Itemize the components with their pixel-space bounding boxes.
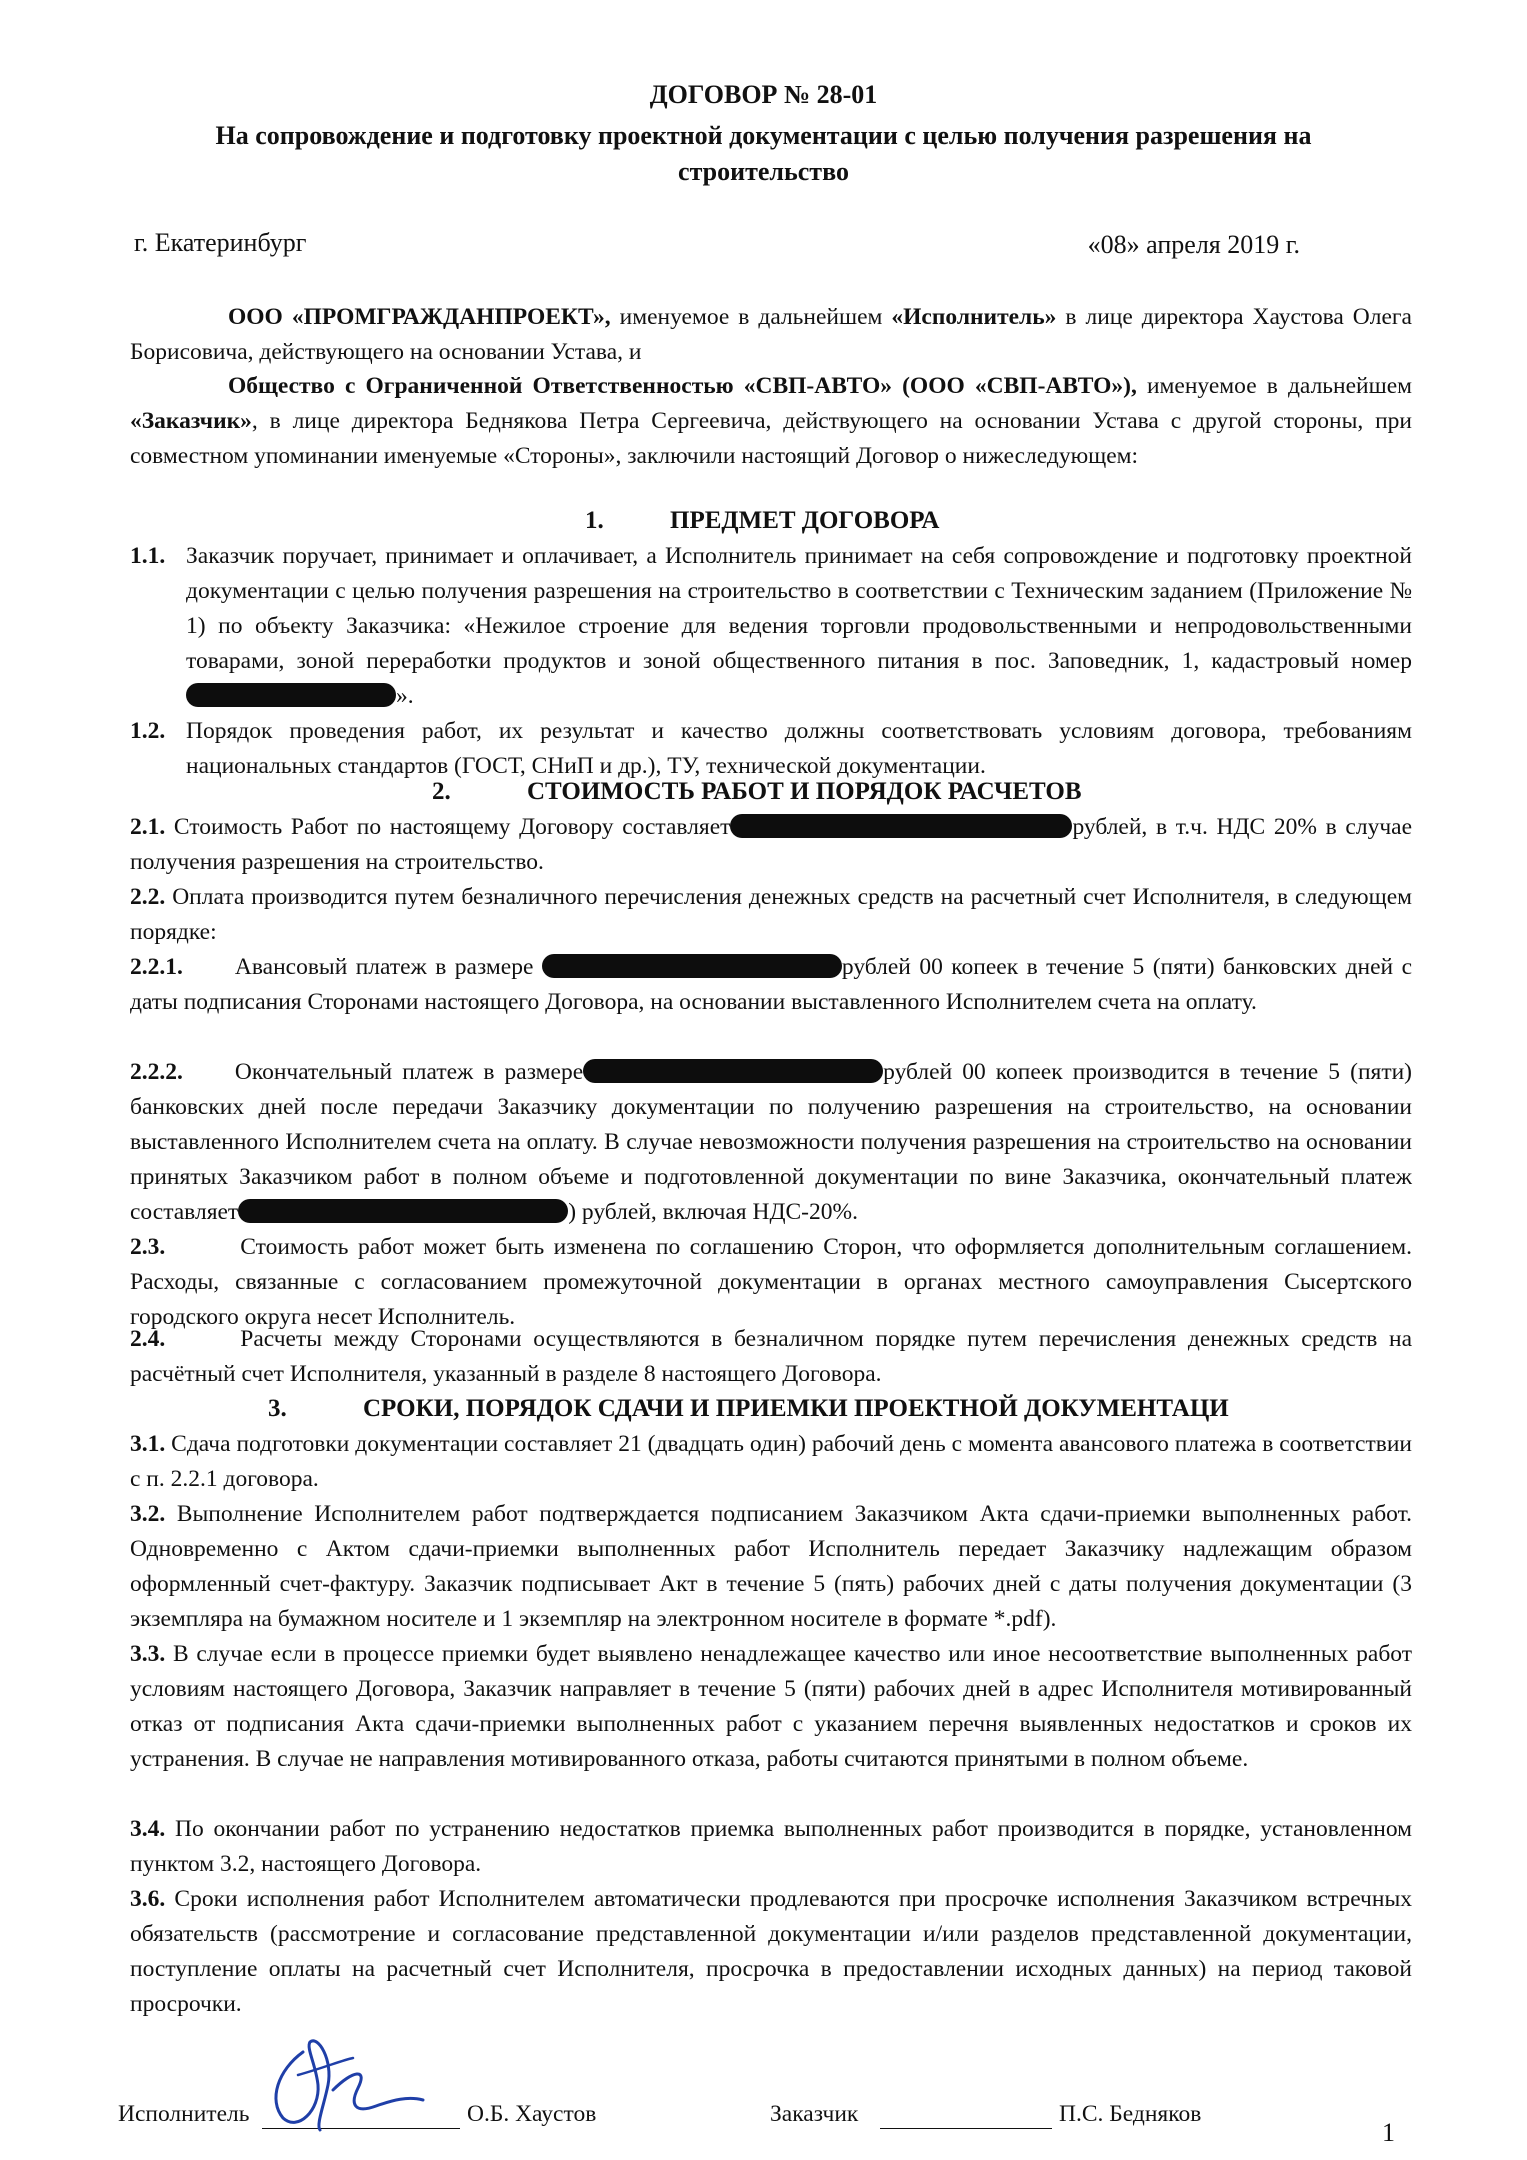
clause-3-2: 3.2. Выполнение Исполнителем работ подтверждается подписанием Заказчиком Акта сдачи-приемки выполненных работ. Одновременно с Актом сдачи-приемки выполненных работ Исполнитель передает Заказчику надлежащим образом оформленный счет-фактуру. Заказчик подписывает Акт в течение 5 (пять) рабочих дней с даты получения документации (3 экземпляра на бумажном носителе и 1 экземпляр на электронном носителе в формате *.pdf). [130,1501,1412,1632]
redacted-final-amount [583,1059,883,1083]
customer-name: Общество с Ограниченной Ответственностью «СВП-АВТО» (ООО «СВП-АВТО»), [228,373,1137,399]
clause-2-2: 2.2. Оплата производится путем безналичного перечисления денежных средств на расчетный счет Исполнителя, в следующем порядке: [130,884,1412,945]
executor-signature-name: О.Б. Хаустов [467,2101,597,2127]
customer-signature-label: Заказчик [770,2101,859,2127]
customer-signature-name: П.С. Бедняков [1059,2101,1202,2127]
clause-3-1: 3.1. Сдача подготовки документации составляет 21 (двадцать один) рабочий день с момента авансового платежа в соответствии с п. 2.2.1 договора. [130,1431,1412,1492]
redacted-penalty-amount [238,1199,568,1223]
page-number: 1 [1382,2118,1395,2147]
contract-page: ДОГОВОР № 28-01 На сопровождение и подготовку проектной документации с целью получения разрешения на строительство г. Екатеринбург «08» апреля 2019 г. ООО «ПРОМГРАЖДАНПРОЕКТ», именуемое в дальнейшем «Исполнитель» в лице директора Хаустова Олега Борисовича, действующего на основании Устава, и Общество с Ограниченной Ответственностью «СВП-АВТО» (ООО «СВП-АВТО»), именуемое в дальнейшем «Заказчик», в лице директора Беднякова Петра Сергеевича, действующего на основании Устава с другой стороны, при совместном упоминании именуемые «Стороны», заключили настоящий Договор о нижеследующем: 1. ПРЕДМЕТ ДОГОВОРА 1.1. Заказчик поручает, принимает и оплачивает, а Исполнитель принимает на себя сопровождение и подготовку проектной документации с целью получения разрешения на строительство в соответствии с Техническим заданием (Приложение № 1) по объекту Заказчика: «Нежилое строение для ведения торговли продовольственными и непродовольственными товарами, зоной переработки продуктов и зоной общественного питания в пос. Заповедник, 1, кадастровый номер ». 1.2. Порядок проведения работ, их результат и качество должны соответствовать условиям договора, требованиям национальных стандартов (ГОСТ, СНиП и др.), ТУ, технической документации. 2. СТОИМОСТЬ РАБОТ И ПОРЯДОК РАСЧЕТОВ 2.1. Стоимость Работ по настоящему Договору составляет рублей, в т.ч. НДС 20% в случае получения разрешения на строительство. 2.2. Оплата производится путем безналичного перечисления денежных средств на расчетный счет Исполнителя, в следующем порядке: 2.2.1. Авансовый платеж в размере рублей 00 копеек в течение 5 (пяти) банковских дней с даты подписания Сторонами настоящего Договора, на основании выставленного Исполнителем счета на оплату. 2.2.2. Окончательный платеж в размере рублей 00 копеек производится в течение 5 (пяти) банковских дней после передачи Заказчику документации по получению разрешения на строительство, на основании выставленного Исполнителем счета на оплату. В случае невозможности получения разрешения на строительство на основании принятых Заказчиком работ в полном объеме и подготовленной документации по вине Заказчика, окончательный платеж составляет ) рублей, включая НДС-20%. 2.3. Стоимость работ может быть изменена по соглашению Сторон, что оформляется дополнительным соглашением. Расходы, связанные с согласованием промежуточной документации в органах местного самоуправления Сысертского городского округа несет Исполнитель. 2.4. Расчеты между Сторонами осуществляются в безналичном порядке путем перечисления денежных средств на расчётный счет Исполнителя, указанный в разделе 8 настоящего Договора. 3. СРОКИ, ПОРЯДОК СДАЧИ И ПРИЕМКИ ПРОЕКТНОЙ ДОКУМЕНТАЦИ 3.1. Сдача подготовки документации составляет 21 (двадцать один) рабочий день с момента авансового платежа в соответствии с п. 2.2.1 договора. 3.2. Выполнение Исполнителем работ подтверждается подписанием Заказчиком Акта сдачи-приемки выполненных работ. Одновременно с Актом сдачи-приемки выполненных работ Исполнитель передает Заказчику надлежащим образом оформленный счет-фактуру. Заказчик подписывает Акт в течение 5 (пять) рабочих дней с даты получения документации (3 экземпляра на бумажном носителе и 1 экземпляр на электронном носителе в формате *.pdf). 3.3. В случае если в процессе приемки будет выявлено ненадлежащее качество или иное несоответствие выполненных работ условиям настоящего Договора, Заказчик направляет в течение 5 (пяти) рабочих дней в адрес Исполнителя мотивированный отказ от подписания Акта сдачи-приемки выполненных работ с указанием перечня выявленных недостатков и сроков их устранения. В случае не направления мотивированного отказа, работы считаются принятыми в полном объеме. 3.4. По окончании работ по устранению недостатков приемка выполненных работ производится в порядке, установленном пунктом 3.2, настоящего Договора. 3.6. Сроки исполнения работ Исполнителем автоматически продлеваются при просрочке исполнения Заказчиком встречных обязательств (рассмотрение и согласование представленной документации и/или разделов представленной документации, поступление оплаты на расчетный счет Исполнителя, просрочка в предоставлении исходных данных) на период таковой просрочки. Исполнитель О.Б. Хаустов Заказчик П.С. Бедняков 1 [0,0,1527,2160]
clause-number: 1.2. [130,718,166,744]
customer-signature-line [880,2128,1052,2129]
executor-role: «Исполнитель» [891,304,1057,330]
document-title: ДОГОВОР № 28-01 [649,80,878,109]
redacted-total-amount [730,814,1072,838]
executor-name: ООО «ПРОМГРАЖДАНПРОЕКТ», [228,304,611,330]
clause-2-2-2: 2.2.2. Окончательный платеж в размере рублей 00 копеек производится в течение 5 (пяти) банковских дней после передачи Заказчику документации по получению разрешения на строительство, на основании выставленного Исполнителем счета на оплату. В случае невозможности получения разрешения на строительство на основании принятых Заказчиком работ в полном объеме и подготовленной документации по вине Заказчика, окончательный платеж составляет ) рублей, включая НДС-20%. [130,1059,1412,1225]
redacted-advance-amount [542,954,842,978]
clause-2-3: 2.3. Стоимость работ может быть изменена по соглашению Сторон, что оформляется дополнительным соглашением. Расходы, связанные с согласованием промежуточной документации в органах местного самоуправления Сысертского городского округа несет Исполнитель. [130,1234,1412,1330]
executor-signature-label: Исполнитель [118,2101,250,2127]
contract-date: «08» апреля 2019 г. [1087,230,1300,259]
executor-signature-handwriting [258,2030,438,2135]
clause-2-4: 2.4. Расчеты между Сторонами осуществляются в безналичном порядке путем перечисления денежных средств на расчётный счет Исполнителя, указанный в разделе 8 настоящего Договора. [130,1326,1412,1387]
preamble-customer: Общество с Ограниченной Ответственностью «СВП-АВТО» (ООО «СВП-АВТО»), именуемое в дальнейшем «Заказчик», в лице директора Беднякова Петра Сергеевича, действующего на основании Устава с другой стороны, при совместном упоминании именуемые «Стороны», заключили настоящий Договор о нижеследующем: [130,373,1412,469]
clause-1-1: Заказчик поручает, принимает и оплачивает, а Исполнитель принимает на себя сопровождение и подготовку проектной документации с целью получения разрешения на строительство в соответствии с Техническим заданием (Приложение № 1) по объекту Заказчика: «Нежилое строение для ведения торговли продовольственными и непродовольственными товарами, зоной переработки продуктов и зоной общественного питания в пос. Заповедник, 1, кадастровый номер ». [186,543,1412,709]
document-subtitle: На сопровождение и подготовку проектной документации с целью получения разрешения на строительство [215,121,1312,186]
clause-2-2-1: 2.2.1. Авансовый платеж в размере рублей 00 копеек в течение 5 (пяти) банковских дней с даты подписания Сторонами настоящего Договора, на основании выставленного Исполнителем счета на оплату. [130,954,1413,1015]
preamble-executor: ООО «ПРОМГРАЖДАНПРОЕКТ», именуемое в дальнейшем «Исполнитель» в лице директора Хаустова Олега Борисовича, действующего на основании Устава, и [130,304,1412,365]
clause-2-1: 2.1. Стоимость Работ по настоящему Договору составляет рублей, в т.ч. НДС 20% в случае получения разрешения на строительство. [130,814,1412,875]
clause-3-4: 3.4. По окончании работ по устранению недостатков приемка выполненных работ производится в порядке, установленном пунктом 3.2, настоящего Договора. [130,1816,1412,1877]
city: г. Екатеринбург [134,228,307,257]
clause-3-3: 3.3. В случае если в процессе приемки будет выявлено ненадлежащее качество или иное несоответствие выполненных работ условиям настоящего Договора, Заказчик направляет в течение 5 (пяти) рабочих дней в адрес Исполнителя мотивированный отказ от подписания Акта сдачи-приемки выполненных работ с указанием перечня выявленных недостатков и сроков их устранения. В случае не направления мотивированного отказа, работы считаются принятыми в полном объеме. [130,1641,1412,1772]
clause-number: 1.1. [130,543,166,569]
customer-role: «Заказчик» [130,408,252,434]
redacted-cadastral-number [186,683,396,707]
clause-3-6: 3.6. Сроки исполнения работ Исполнителем автоматически продлеваются при просрочке исполнения Заказчиком встречных обязательств (рассмотрение и согласование представленной документации и/или разделов представленной документации, поступление оплаты на расчетный счет Исполнителя, просрочка в предоставлении исходных данных) на период таковой просрочки. [130,1886,1412,2017]
clause-1-2: Порядок проведения работ, их результат и качество должны соответствовать условиям договора, требованиям национальных стандартов (ГОСТ, СНиП и др.), ТУ, технической документации. [186,718,1412,779]
